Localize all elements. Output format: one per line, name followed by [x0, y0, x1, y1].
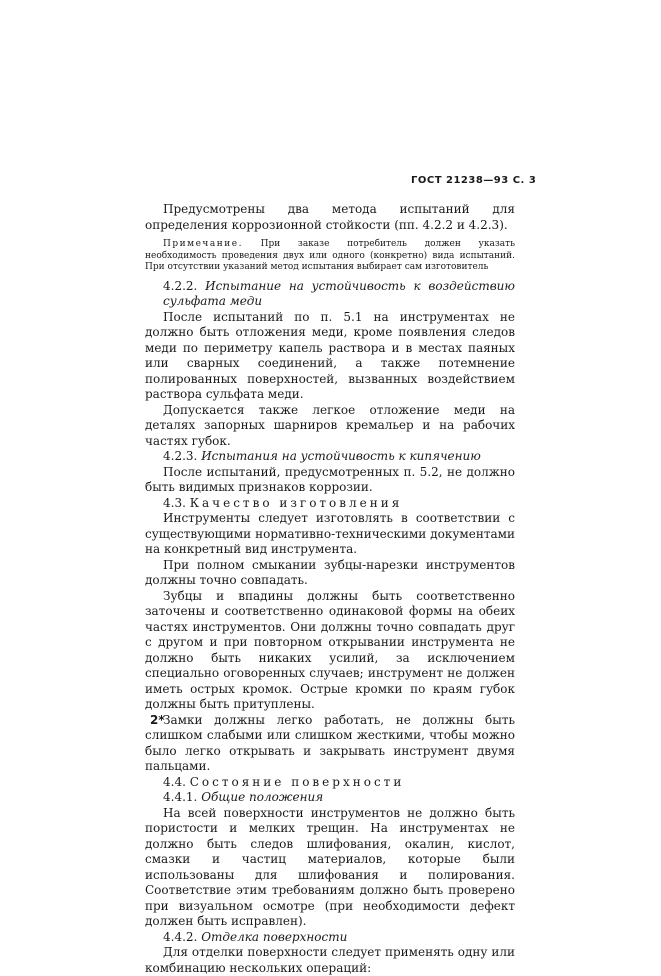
section-4-3-paragraph-1: Инструменты следует изготовлять в соответствии с существующими нормативно-техническими документами на конкретный вид инструмента. [145, 511, 515, 556]
section-number: 4.4. [163, 774, 186, 789]
section-title: Отделка поверхности [201, 929, 348, 944]
section-4-4-2-heading [145, 930, 515, 946]
note-block [145, 239, 515, 274]
section-title: Испытания на устойчивость к кипячению [201, 449, 481, 463]
section-4-3-paragraph-2: При полном смыкании зубцы-нарезки инструментов должны точно совпадать. [145, 557, 515, 587]
section-4-2-2-heading [145, 279, 515, 310]
section-4-4-2-paragraph-1: Для отделки поверхности следует применять одну или комбинацию нескольких операций: [145, 945, 515, 975]
section-4-2-3-paragraph-1: После испытаний, предусмотренных п. 5.2, не должно быть видимых признаков коррозии. [145, 464, 515, 494]
section-4-4-1-paragraph-1: На всей поверхности инструментов не должно быть пористости и мелких трещин. На инструментах не должно быть следов шлифования, окалин, кислот, смазки и частиц материалов, которые были использованы для шлифования и полирования. Соответствие этим требованиям должно быть проверено при визуальном осмотре (при необходимости дефект должен быть исправлен). [145, 805, 515, 928]
section-4-3-heading [145, 496, 515, 512]
section-4-3-paragraph-4: Замки должны легко работать, не должны быть слишком слабыми или слишком жесткими, чтобы можно было легко открывать и закрывать инструмент двумя пальцами. [145, 712, 515, 773]
running-header [411, 175, 536, 186]
section-4-4-1-heading [145, 790, 515, 806]
section-number: 4.4.2. [163, 929, 198, 944]
section-4-2-2-paragraph-1: После испытаний по п. 5.1 на инструментах не должно быть отложения меди, кроме появления следов меди по периметру капель раствора и в местах паяных или сварных соединений, а также потемнение полированных поверхностей, вызванных воздействием раствора сульфата меди. [145, 309, 515, 401]
section-title: Состояние поверхности [189, 774, 405, 789]
section-number: 4.2.3. [163, 449, 198, 463]
section-4-4-heading [145, 775, 515, 791]
intro-paragraph: Предусмотрены два метода испытаний для определения коррозионной стойкости (пп. 4.2.2 и 4.2.3). [145, 202, 515, 232]
signature-mark: 2* [150, 713, 165, 727]
section-4-2-3-heading [145, 449, 515, 465]
note-label: Примечание. [163, 239, 243, 249]
page-number: С. 3 [512, 175, 537, 186]
section-number: 4.4.1. [163, 790, 198, 804]
section-title: Испытание на устойчивость к воздействию сульфата меди [163, 278, 515, 308]
section-title: Качество изготовления [189, 495, 403, 510]
section-title: Общие положения [201, 790, 324, 804]
document-body [145, 202, 515, 976]
standard-number: ГОСТ 21238—93 [411, 175, 509, 186]
section-number: 4.3. [163, 495, 186, 510]
section-4-3-paragraph-3: Зубцы и впадины должны быть соответственно заточены и соответственно одинаковой формы на обеих частях инструментов. Они должны точно совпадать друг с другом и при повторном открывании инструмента не должно быть никаких усилий, за исключением специально оговоренных случаев; инструмент не должен иметь острых кромок. Острые кромки по краям губок должны быть притуплены. [145, 588, 515, 711]
note-text: При заказе потребитель должен указать необходимость проведения двух или одного (конкретно) вида испытаний. При отсутствии указаний метод испытания выбирает сам изготовитель [145, 239, 515, 272]
section-number: 4.2.2. [163, 278, 198, 293]
section-4-2-2-paragraph-2: Допускается также легкое отложение меди на деталях запорных шарниров кремальер и на рабочих частях губок. [145, 402, 515, 448]
